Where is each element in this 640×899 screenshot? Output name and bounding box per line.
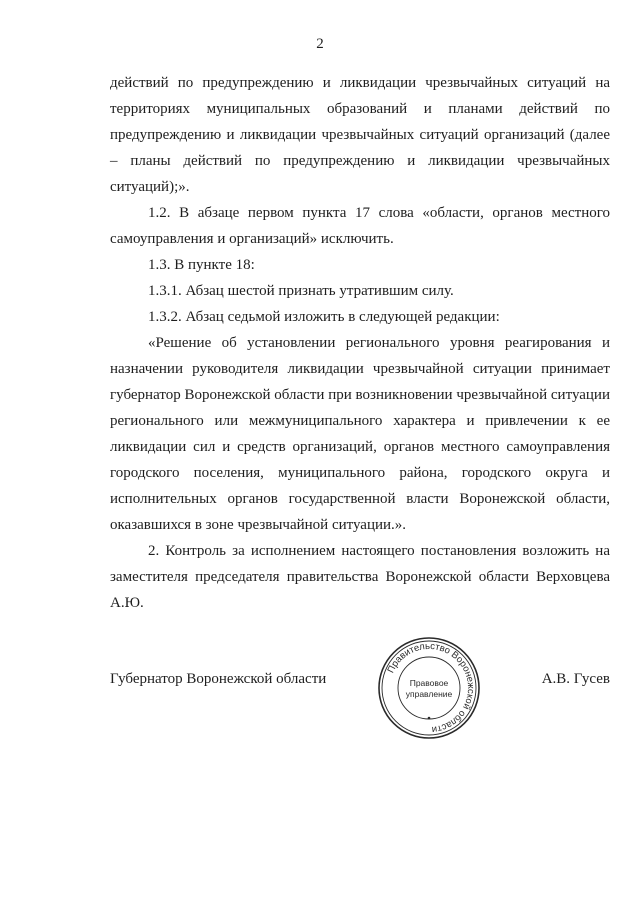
stamp-seal-icon [377, 636, 481, 740]
paragraph-quoted-decision: «Решение об установлении регионального уровня реагирования и назначении руководителя ликвидации чрезвычайной ситуации принимает губернатор Воронежской области при возникновении чрезвычайной ситуации регионального или межмуниципального характера и привлечении к ее ликвидации сил и средств организаций, органов местного самоуправления городского поселения, муниципального района, городского округа и исполнительных органов государственной власти Воронежской области, оказавшихся в зоне чрезвычайной ситуации.». [110, 335, 610, 533]
page-number: 2 [316, 36, 324, 52]
stamp-ring-text: Правительство Воронежской области [385, 640, 477, 735]
paragraph-2-control: 2. Контроль за исполнением настоящего постановления возложить на заместителя председателя правительства Воронежской области Верховцева А.Ю. [110, 543, 610, 611]
paragraph-1-3-2: 1.3.2. Абзац седьмой изложить в следующей редакции: [148, 309, 500, 325]
paragraph-continuation: действий по предупреждению и ликвидации чрезвычайных ситуаций на территориях муниципальных образований и планами действий по предупреждению и ликвидации чрезвычайных ситуаций организаций (далее – планы действий по предупреждению и ликвидации чрезвычайных ситуаций);». [110, 75, 610, 195]
stamp-center-line2: управление [405, 689, 453, 699]
official-stamp [377, 636, 481, 740]
paragraph-1-3: 1.3. В пункте 18: [148, 257, 255, 273]
paragraph-1-2: 1.2. В абзаце первом пункта 17 слова «области, органов местного самоуправления и организаций» исключить. [110, 205, 610, 247]
stamp-center-line1: Правовое [409, 678, 449, 688]
document-body [110, 70, 610, 616]
paragraph-1-3-1: 1.3.1. Абзац шестой признать утратившим силу. [148, 283, 454, 299]
signer-title: Губернатор Воронежской области [110, 671, 327, 687]
stamp-dot-icon [428, 717, 431, 720]
signer-name: А.В. Гусев [541, 671, 610, 687]
